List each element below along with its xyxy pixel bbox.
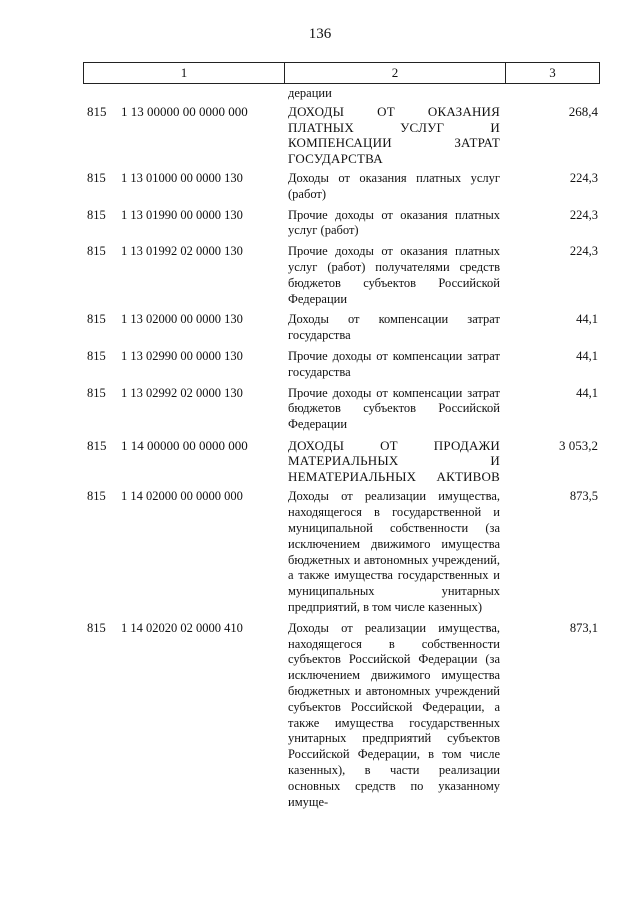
table-row: [0, 208, 640, 240]
revenue-name: Доходы от реализации имущества, находящегося в государственной и муниципальной собственности (за исключением движимого имущества бюджетных и автономных учреждений, а также имущества государственных и муниципальных унитарных предприятий, в том числе казенных): [288, 489, 500, 615]
admin-code: 815: [87, 207, 106, 222]
revenue-name: Доходы от реализации имущества, находящегося в собственности субъектов Российской Федерации (за исключением движимого имущества бюджетных и автономных учреждений субъектов Российской Федерации, а также имущества государственных унитарных предприятий субъектов Российской Федерации, в том числе казенных), в части реализации основных средств по указанному имуще-: [288, 620, 500, 809]
page-number: 136: [308, 26, 332, 42]
header-col-3: 3: [549, 65, 556, 80]
table-header: [83, 62, 600, 84]
header-col-2: 2: [285, 63, 506, 83]
revenue-name: ДОХОДЫ ОТ ПРОДАЖИ МАТЕРИАЛЬНЫХ И НЕМАТЕРИАЛЬНЫХ АКТИВОВ: [288, 437, 500, 484]
admin-code: 815: [87, 171, 106, 185]
table-row: [0, 349, 640, 381]
budget-code: 1 13 02992 02 0000 130: [121, 385, 243, 400]
table-row: [0, 244, 640, 307]
amount: 268,4: [568, 104, 598, 119]
amount: 44,1: [576, 385, 598, 400]
revenue-name: Прочие доходы от компенсации затрат бюджетов субъектов Российской Федерации: [288, 385, 500, 432]
amount: 44,1: [576, 312, 598, 327]
table-row: [0, 386, 640, 433]
revenue-name: Прочие доходы от оказания платных услуг (работ): [288, 207, 500, 238]
table-row: [0, 438, 640, 485]
revenue-name: Прочие доходы от компенсации затрат государства: [288, 348, 500, 379]
table-row: [0, 171, 640, 203]
revenue-name: ДОХОДЫ ОТ ОКАЗАНИЯ ПЛАТНЫХ УСЛУГ И КОМПЕНСАЦИИ ЗАТРАТ ГОСУДАРСТВА: [288, 104, 500, 166]
amount: 873,5: [569, 489, 598, 504]
table-row: [0, 312, 640, 344]
budget-code: 1 13 02990 00 0000 130: [121, 348, 243, 363]
admin-code: 815: [87, 437, 107, 453]
revenue-name: Прочие доходы от оказания платных услуг (работ) получателями средств бюджетов субъектов Российской Федерации: [288, 244, 500, 306]
table-row: [0, 489, 640, 615]
amount: 224,3: [569, 171, 598, 185]
budget-code: 1 13 01000 00 0000 130: [121, 171, 243, 185]
budget-code: 1 13 02000 00 0000 130: [121, 312, 243, 327]
table-row: [0, 104, 640, 166]
amount: 224,3: [569, 207, 598, 222]
budget-code: 1 14 02020 02 0000 410: [121, 620, 243, 635]
revenue-name: Доходы от компенсации затрат государства: [288, 312, 500, 343]
budget-code: 1 13 01990 00 0000 130: [121, 207, 243, 222]
admin-code: 815: [87, 620, 106, 635]
table-row: [0, 621, 640, 811]
budget-code: 1 13 00000 00 0000 000: [121, 104, 248, 119]
amount: 3 053,2: [559, 437, 598, 453]
admin-code: 815: [87, 244, 106, 259]
admin-code: 815: [87, 348, 106, 363]
admin-code: 815: [87, 312, 106, 327]
amount: 44,1: [576, 348, 598, 363]
admin-code: 815: [87, 489, 106, 504]
admin-code: 815: [87, 385, 106, 400]
revenue-name: Доходы от оказания платных услуг (работ): [288, 171, 500, 201]
amount: 224,3: [569, 244, 598, 259]
budget-table-body: [0, 104, 640, 815]
budget-code: 1 14 02000 00 0000 000: [121, 489, 243, 504]
continuation-text: дерации: [288, 86, 332, 100]
budget-code: 1 14 00000 00 0000 000: [121, 437, 248, 453]
admin-code: 815: [87, 104, 107, 119]
header-col-1: 1: [84, 63, 285, 83]
budget-code: 1 13 01992 02 0000 130: [121, 244, 243, 259]
amount: 873,1: [569, 620, 598, 635]
